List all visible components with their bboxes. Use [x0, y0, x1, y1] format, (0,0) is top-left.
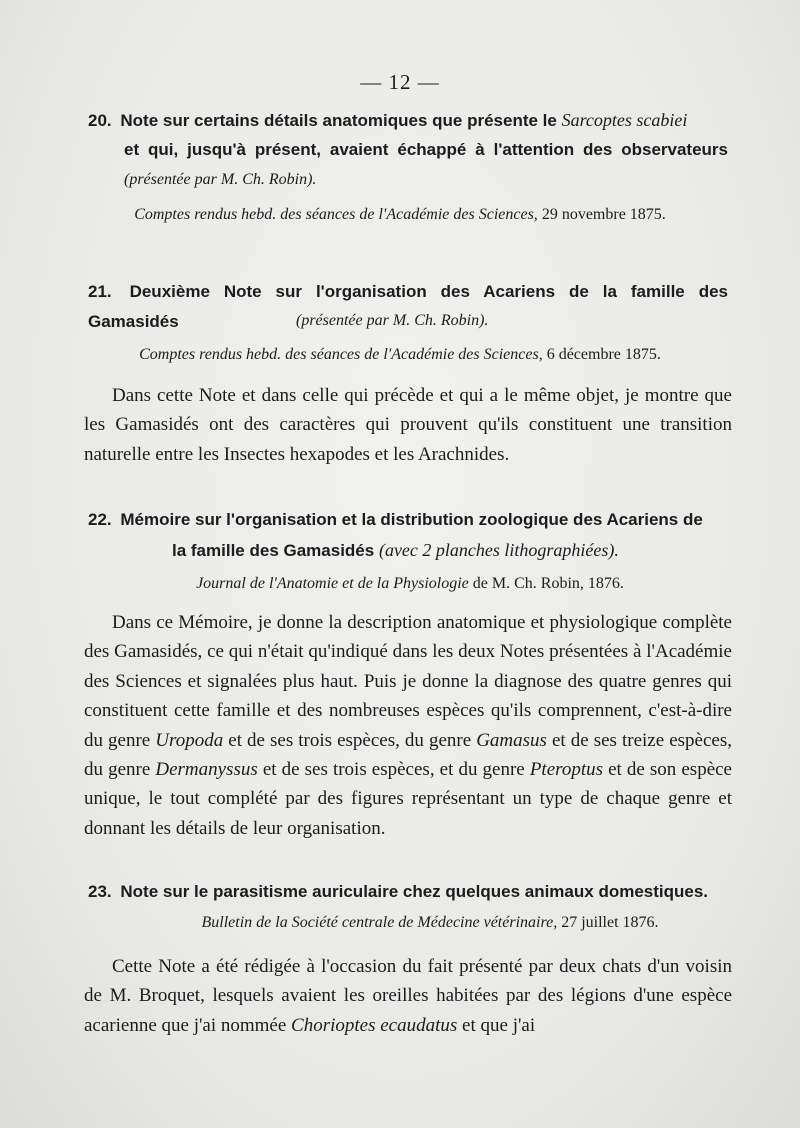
entry-title-italic: (avec 2 planches lithographiées). — [378, 540, 619, 560]
entry-number: 20. — [88, 111, 112, 130]
entry-22-paragraph — [84, 608, 732, 843]
entry-20-title — [88, 105, 728, 136]
entry-22-title — [88, 505, 728, 535]
paragraph-text: et de ses trois espèces, du genre — [223, 729, 477, 751]
entry-22-title-line2 — [172, 538, 619, 563]
genus-name: Gamasus — [476, 729, 547, 751]
source-journal: Comptes rendus hebd. des séances de l'Académie des Sciences, — [134, 206, 538, 223]
entry-23-title — [88, 877, 728, 907]
entry-23-paragraph — [84, 952, 732, 1040]
genus-name: Uropoda — [155, 729, 224, 751]
paragraph-text: et de son espèce unique, le tout complété par des figures représentant un type de chaque genre et donnant les détails de leur organisation. — [84, 759, 732, 839]
entry-20-title-line3: (présentée par M. Ch. Robin). — [124, 171, 317, 188]
source-journal: Journal de l'Anatomie et de la Physiologie — [196, 575, 469, 592]
entry-22-source — [70, 572, 750, 596]
species-name: Chorioptes ecaudatus — [291, 1014, 458, 1036]
genus-name: Pteroptus — [529, 759, 603, 781]
entry-title-text: Note sur le parasitisme auriculaire chez quelques animaux domestiques. — [120, 882, 709, 901]
source-date: 29 novembre 1875. — [541, 206, 666, 223]
paragraph-text: Cette Note a été rédigée à l'occasion du fait présenté par deux chats d'un voisin de M. Broquet, lesquels avaient les oreilles habitées par des légions d'une espèce acarienne que j'ai nommée — [84, 956, 732, 1036]
source-date: 27 juillet 1876. — [561, 914, 659, 931]
source-date: 6 décembre 1875. — [546, 346, 661, 363]
entry-title-text: Deuxième Note sur l'organisation des Acariens de la famille des Gamasidés — [88, 282, 728, 331]
paragraph-text: Dans ce Mémoire, je donne la description anatomique et physiologique complète des Gamasidés, ce qui n'était qu'indiqué dans les deux Notes présentées à l'Académie des Sciences et signalées plus haut. Puis je donne la diagnose des quatre genres qui constituent cette famille et des nombreuses espèces qu'ils comprennent, c'est-à-dire du genre — [84, 612, 732, 751]
source-journal: Bulletin de la Société centrale de Médecine vétérinaire, — [201, 914, 558, 931]
paragraph-text: et que j'ai — [457, 1014, 536, 1036]
paragraph-text: et de ses trois espèces, et du genre — [257, 759, 530, 781]
entry-21-source — [60, 343, 740, 367]
source-journal: Comptes rendus hebd. des séances de l'Académie des Sciences, — [139, 346, 543, 363]
page-number: — 12 — — [360, 70, 440, 94]
entry-21-paragraph: Dans cette Note et dans celle qui précède et qui a le même objet, je montre que les Gamasidés ont des caractères qui prouvent qu'ils constituent une transition naturelle entre les Insectes hexapodes et les Arachnides. — [84, 385, 732, 465]
entry-23-source — [90, 911, 770, 935]
entry-21-title-line2: (présentée par M. Ch. Robin). — [296, 312, 489, 329]
entry-title-text: Note sur certains détails anatomiques que présente le — [120, 111, 557, 130]
source-tail: de M. Ch. Robin, 1876. — [472, 575, 624, 592]
entry-number: 22. — [88, 510, 112, 529]
paragraph-text: et de ses treize espèces, du genre — [84, 729, 732, 781]
entry-20-source — [60, 203, 740, 227]
entry-20-title-line2: et qui, jusqu'à présent, avaient échappé à l'attention des observateurs — [124, 140, 728, 159]
entry-title-text: la famille des Gamasidés — [172, 541, 375, 560]
genus-name: Dermanyssus — [155, 759, 258, 781]
entry-title-italic: Sarcoptes scabiei — [561, 110, 688, 130]
entry-number: 21. — [88, 282, 112, 301]
entry-number: 23. — [88, 882, 112, 901]
entry-title-text: Mémoire sur l'organisation et la distribution zoologique des Acariens de — [120, 510, 703, 529]
